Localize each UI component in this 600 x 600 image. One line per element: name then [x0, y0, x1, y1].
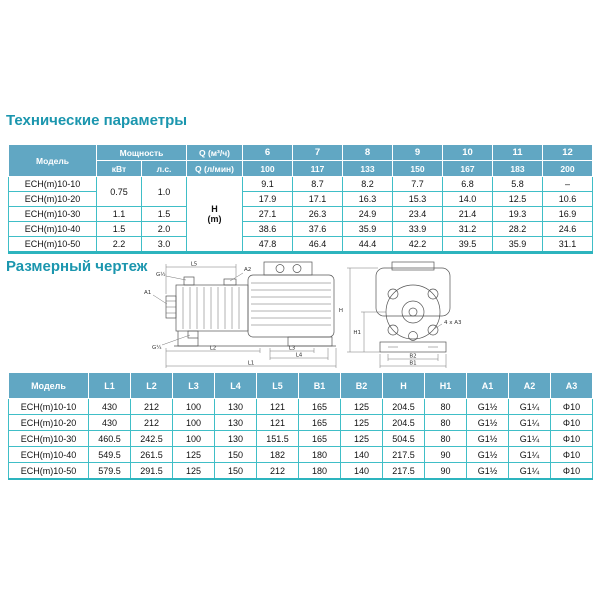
head-value: 8.2 — [343, 177, 393, 192]
head-units-cell — [187, 177, 243, 253]
dimension-value-cell: 150 — [215, 447, 257, 463]
table-row — [9, 177, 593, 192]
head-value: 28.2 — [493, 222, 543, 237]
model-cell: ECH(m)10-20 — [9, 415, 89, 431]
head-value: 10.6 — [543, 192, 593, 207]
column-header-model: Модель — [9, 145, 97, 177]
dimension-value-cell: 90 — [425, 447, 467, 463]
pump-dimensional-drawing — [140, 260, 485, 372]
column-header-b1: B1 — [299, 373, 341, 399]
dimension-value-cell: G1½ — [467, 447, 509, 463]
pump-front-view-graphic — [347, 262, 450, 368]
head-value: 15.3 — [393, 192, 443, 207]
dimension-value-cell: 460.5 — [89, 431, 131, 447]
dimension-value-cell: 140 — [341, 463, 383, 480]
dim-label-h: H — [338, 308, 343, 314]
power-kw-cell: 0.75 — [97, 177, 142, 207]
head-value: 23.4 — [393, 207, 443, 222]
column-header-hp: л.с. — [142, 161, 187, 177]
dimension-value-cell: G1¼ — [509, 447, 551, 463]
dimension-value-cell: 125 — [173, 447, 215, 463]
model-cell: ECH(m)10-20 — [9, 192, 97, 207]
head-value: 31.2 — [443, 222, 493, 237]
head-value: 17.9 — [243, 192, 293, 207]
table-row — [9, 431, 593, 447]
dimension-value-cell: 430 — [89, 399, 131, 415]
table-row — [9, 463, 593, 480]
head-value: 35.9 — [493, 237, 543, 253]
flow-header: 9 — [393, 145, 443, 161]
table-row — [9, 237, 593, 253]
dimension-value-cell: 212 — [257, 463, 299, 480]
dimensions-table — [8, 372, 593, 480]
flow-header-lmin: 150 — [393, 161, 443, 177]
head-value: 46.4 — [293, 237, 343, 253]
head-value: 37.6 — [293, 222, 343, 237]
column-header-model: Модель — [9, 373, 89, 399]
column-header-q-lmin: Q (л/мин) — [187, 161, 243, 177]
model-cell: ECH(m)10-10 — [9, 399, 89, 415]
dimension-value-cell: Φ10 — [551, 415, 593, 431]
model-cell: ECH(m)10-40 — [9, 447, 89, 463]
head-value: 19.3 — [493, 207, 543, 222]
dimension-value-cell: 261.5 — [131, 447, 173, 463]
dim-label-l1: L1 — [247, 360, 255, 367]
flow-header-lmin: 167 — [443, 161, 493, 177]
dimension-value-cell: 80 — [425, 431, 467, 447]
dimension-value-cell: G1¼ — [509, 431, 551, 447]
head-value: 7.7 — [393, 177, 443, 192]
dimension-value-cell: 80 — [425, 415, 467, 431]
head-value: 27.1 — [243, 207, 293, 222]
head-value: 14.0 — [443, 192, 493, 207]
dimension-value-cell: 204.5 — [383, 399, 425, 415]
dimensional-drawing-title: Размерный чертеж — [6, 258, 148, 275]
dimension-value-cell: 165 — [299, 415, 341, 431]
dimension-value-cell: G1½ — [467, 431, 509, 447]
power-hp-cell: 3.0 — [142, 237, 187, 253]
head-value: – — [543, 177, 593, 192]
dimension-value-cell: 204.5 — [383, 415, 425, 431]
pump-side-view-graphic — [153, 262, 336, 368]
technical-parameters-title: Технические параметры — [6, 112, 188, 129]
table-row — [9, 415, 593, 431]
power-hp-cell: 2.0 — [142, 222, 187, 237]
model-cell: ECH(m)10-10 — [9, 177, 97, 192]
dimension-value-cell: 165 — [299, 431, 341, 447]
column-header-power: Мощность — [97, 145, 187, 161]
flow-header-lmin: 133 — [343, 161, 393, 177]
head-value: 24.6 — [543, 222, 593, 237]
column-header-kw: кВт — [97, 161, 142, 177]
model-cell: ECH(m)10-30 — [9, 431, 89, 447]
dim-label-b1: B1 — [409, 360, 417, 367]
dimension-value-cell: 100 — [173, 399, 215, 415]
dim-label-l5: L5 — [190, 261, 198, 268]
dimension-value-cell: 100 — [173, 415, 215, 431]
plug-label-g-quarter: G¼ — [152, 345, 162, 351]
head-value: 31.1 — [543, 237, 593, 253]
power-kw-cell: 1.5 — [97, 222, 142, 237]
head-value: 5.8 — [493, 177, 543, 192]
dimension-value-cell: 217.5 — [383, 463, 425, 480]
head-value: 8.7 — [293, 177, 343, 192]
column-header-h1: H1 — [425, 373, 467, 399]
pump-front-view-labels — [339, 308, 462, 367]
dimension-value-cell: 90 — [425, 463, 467, 480]
dimension-value-cell: 579.5 — [89, 463, 131, 480]
column-header-b2: B2 — [341, 373, 383, 399]
dimension-value-cell: 130 — [215, 399, 257, 415]
table-row — [9, 447, 593, 463]
head-value: 44.4 — [343, 237, 393, 253]
dimension-value-cell: 180 — [299, 463, 341, 480]
flow-header-lmin: 117 — [293, 161, 343, 177]
dimension-value-cell: 80 — [425, 399, 467, 415]
dimension-value-cell: 212 — [131, 415, 173, 431]
table-row — [9, 192, 593, 207]
model-cell: ECH(m)10-50 — [9, 237, 97, 253]
dimension-value-cell: Φ10 — [551, 431, 593, 447]
head-value: 35.9 — [343, 222, 393, 237]
head-value: 39.5 — [443, 237, 493, 253]
dim-label-l3: L3 — [288, 345, 296, 352]
dimension-value-cell: 165 — [299, 399, 341, 415]
dimension-value-cell: 140 — [341, 447, 383, 463]
head-value: 47.8 — [243, 237, 293, 253]
dimension-value-cell: 212 — [131, 399, 173, 415]
column-header-q-m3h: Q (м³/ч) — [187, 145, 243, 161]
head-value: 38.6 — [243, 222, 293, 237]
column-header-a3: A3 — [551, 373, 593, 399]
flow-header: 7 — [293, 145, 343, 161]
dimension-value-cell: G1¼ — [509, 399, 551, 415]
dimension-value-cell: 430 — [89, 415, 131, 431]
dim-label-l2: L2 — [209, 345, 217, 352]
model-cell: ECH(m)10-40 — [9, 222, 97, 237]
column-header-a1: A1 — [467, 373, 509, 399]
dimension-value-cell: 121 — [257, 415, 299, 431]
flow-header: 12 — [543, 145, 593, 161]
power-kw-cell: 2.2 — [97, 237, 142, 253]
head-value: 17.1 — [293, 192, 343, 207]
dimension-value-cell: G1¼ — [509, 415, 551, 431]
dimension-value-cell: 242.5 — [131, 431, 173, 447]
power-kw-cell: 1.1 — [97, 207, 142, 222]
dimension-value-cell: 130 — [215, 415, 257, 431]
head-value: 12.5 — [493, 192, 543, 207]
head-symbol: H — [211, 203, 218, 214]
head-value: 24.9 — [343, 207, 393, 222]
dimension-value-cell: G1½ — [467, 463, 509, 480]
dimension-value-cell: 130 — [215, 431, 257, 447]
plug-label-g-half: G½ — [156, 272, 166, 278]
table-row — [9, 207, 593, 222]
dimension-value-cell: 291.5 — [131, 463, 173, 480]
dimension-value-cell: 121 — [257, 399, 299, 415]
technical-parameters-table — [8, 144, 593, 254]
dimension-value-cell: 180 — [299, 447, 341, 463]
dimension-value-cell: 125 — [341, 399, 383, 415]
flow-header: 6 — [243, 145, 293, 161]
column-header-l4: L4 — [215, 373, 257, 399]
dimension-value-cell: 182 — [257, 447, 299, 463]
column-header-a2: A2 — [509, 373, 551, 399]
dimension-value-cell: 125 — [173, 463, 215, 480]
dimension-value-cell: 151.5 — [257, 431, 299, 447]
bolt-pattern-label: 4 x A3 — [444, 320, 462, 326]
dimension-value-cell: 125 — [341, 431, 383, 447]
column-header-l5: L5 — [257, 373, 299, 399]
flow-header: 10 — [443, 145, 493, 161]
dim-label-b2: B2 — [409, 353, 417, 360]
dim-label-h1: H1 — [353, 330, 361, 336]
dimension-value-cell: G1½ — [467, 399, 509, 415]
flow-header: 8 — [343, 145, 393, 161]
dimension-value-cell: G1¼ — [509, 463, 551, 480]
flow-header: 11 — [493, 145, 543, 161]
head-value: 21.4 — [443, 207, 493, 222]
head-value: 42.2 — [393, 237, 443, 253]
model-cell: ECH(m)10-30 — [9, 207, 97, 222]
flow-header-lmin: 100 — [243, 161, 293, 177]
dimension-value-cell: 549.5 — [89, 447, 131, 463]
dimension-value-cell: 100 — [173, 431, 215, 447]
column-header-l1: L1 — [89, 373, 131, 399]
dimension-value-cell: G1½ — [467, 415, 509, 431]
dimension-value-cell: Φ10 — [551, 463, 593, 480]
power-hp-cell: 1.5 — [142, 207, 187, 222]
flow-header-lmin: 183 — [493, 161, 543, 177]
head-value: 6.8 — [443, 177, 493, 192]
flow-header-lmin: 200 — [543, 161, 593, 177]
port-label-a1: A1 — [144, 290, 152, 296]
column-header-l3: L3 — [173, 373, 215, 399]
head-value: 9.1 — [243, 177, 293, 192]
head-value: 26.3 — [293, 207, 343, 222]
port-label-a2: A2 — [244, 267, 252, 273]
dim-label-l4: L4 — [295, 352, 303, 359]
power-hp-cell: 1.0 — [142, 177, 187, 207]
head-value: 16.9 — [543, 207, 593, 222]
table-row — [9, 399, 593, 415]
head-unit: (m) — [207, 214, 222, 224]
dimension-value-cell: Φ10 — [551, 447, 593, 463]
column-header-l2: L2 — [131, 373, 173, 399]
head-value: 16.3 — [343, 192, 393, 207]
table-row — [9, 222, 593, 237]
model-cell: ECH(m)10-50 — [9, 463, 89, 480]
dimension-value-cell: 504.5 — [383, 431, 425, 447]
dimension-value-cell: 150 — [215, 463, 257, 480]
dimension-value-cell: 217.5 — [383, 447, 425, 463]
head-value: 33.9 — [393, 222, 443, 237]
dimension-value-cell: 125 — [341, 415, 383, 431]
column-header-h: H — [383, 373, 425, 399]
dimension-value-cell: Φ10 — [551, 399, 593, 415]
